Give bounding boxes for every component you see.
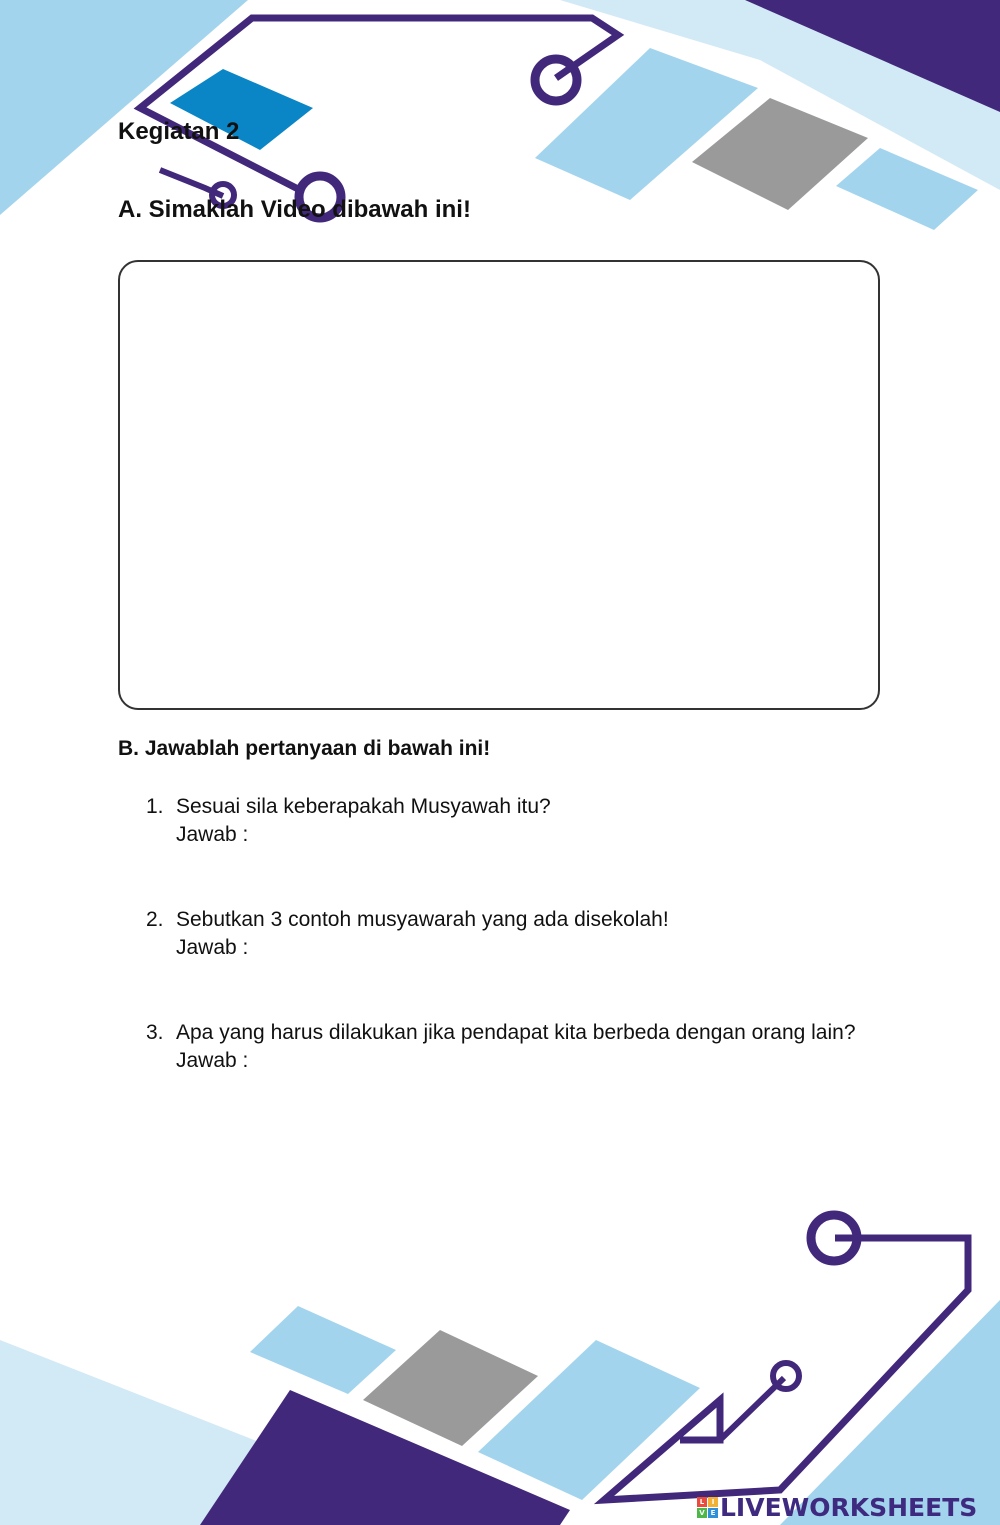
question-number: 2. [146,908,164,931]
top-circuit-node-1 [535,59,577,101]
answer-label[interactable]: Jawab : [176,823,249,846]
logo-letter: E [708,1508,718,1518]
logo-letter: V [697,1508,707,1518]
question-item [146,906,876,962]
answer-label[interactable]: Jawab : [176,936,249,959]
question-item [146,1019,876,1075]
activity-title: Kegiatan 2 [118,118,240,145]
question-number: 3. [146,1021,164,1044]
question-text: Apa yang harus dilakukan jika pendapat kita berbeda dengan orang lain? [176,1021,856,1044]
bottom-blue-block-1 [250,1306,396,1394]
section-b-heading: B. Jawablah pertanyaan di bawah ini! [118,737,491,760]
liveworksheets-watermark[interactable] [697,1493,977,1522]
logo-letter: I [708,1497,718,1507]
bottom-right-blue-triangle [780,1300,1000,1525]
question-text: Sebutkan 3 contoh musyawarah yang ada disekolah! [176,908,669,931]
bottom-circuit-branch [720,1378,784,1440]
watermark-text: LIVEWORKSHEETS [720,1493,978,1522]
question-number: 1. [146,795,164,818]
logo-letter: L [697,1497,707,1507]
section-a-heading: A. Simaklah Video dibawah ini! [118,196,471,223]
bottom-circuit-node-2 [773,1363,799,1389]
question-text: Sesuai sila keberapakah Musyawah itu? [176,795,551,818]
answer-label[interactable]: Jawab : [176,1049,249,1072]
video-placeholder[interactable] [118,260,880,710]
question-item [146,793,876,849]
liveworksheets-logo-icon [697,1497,718,1518]
